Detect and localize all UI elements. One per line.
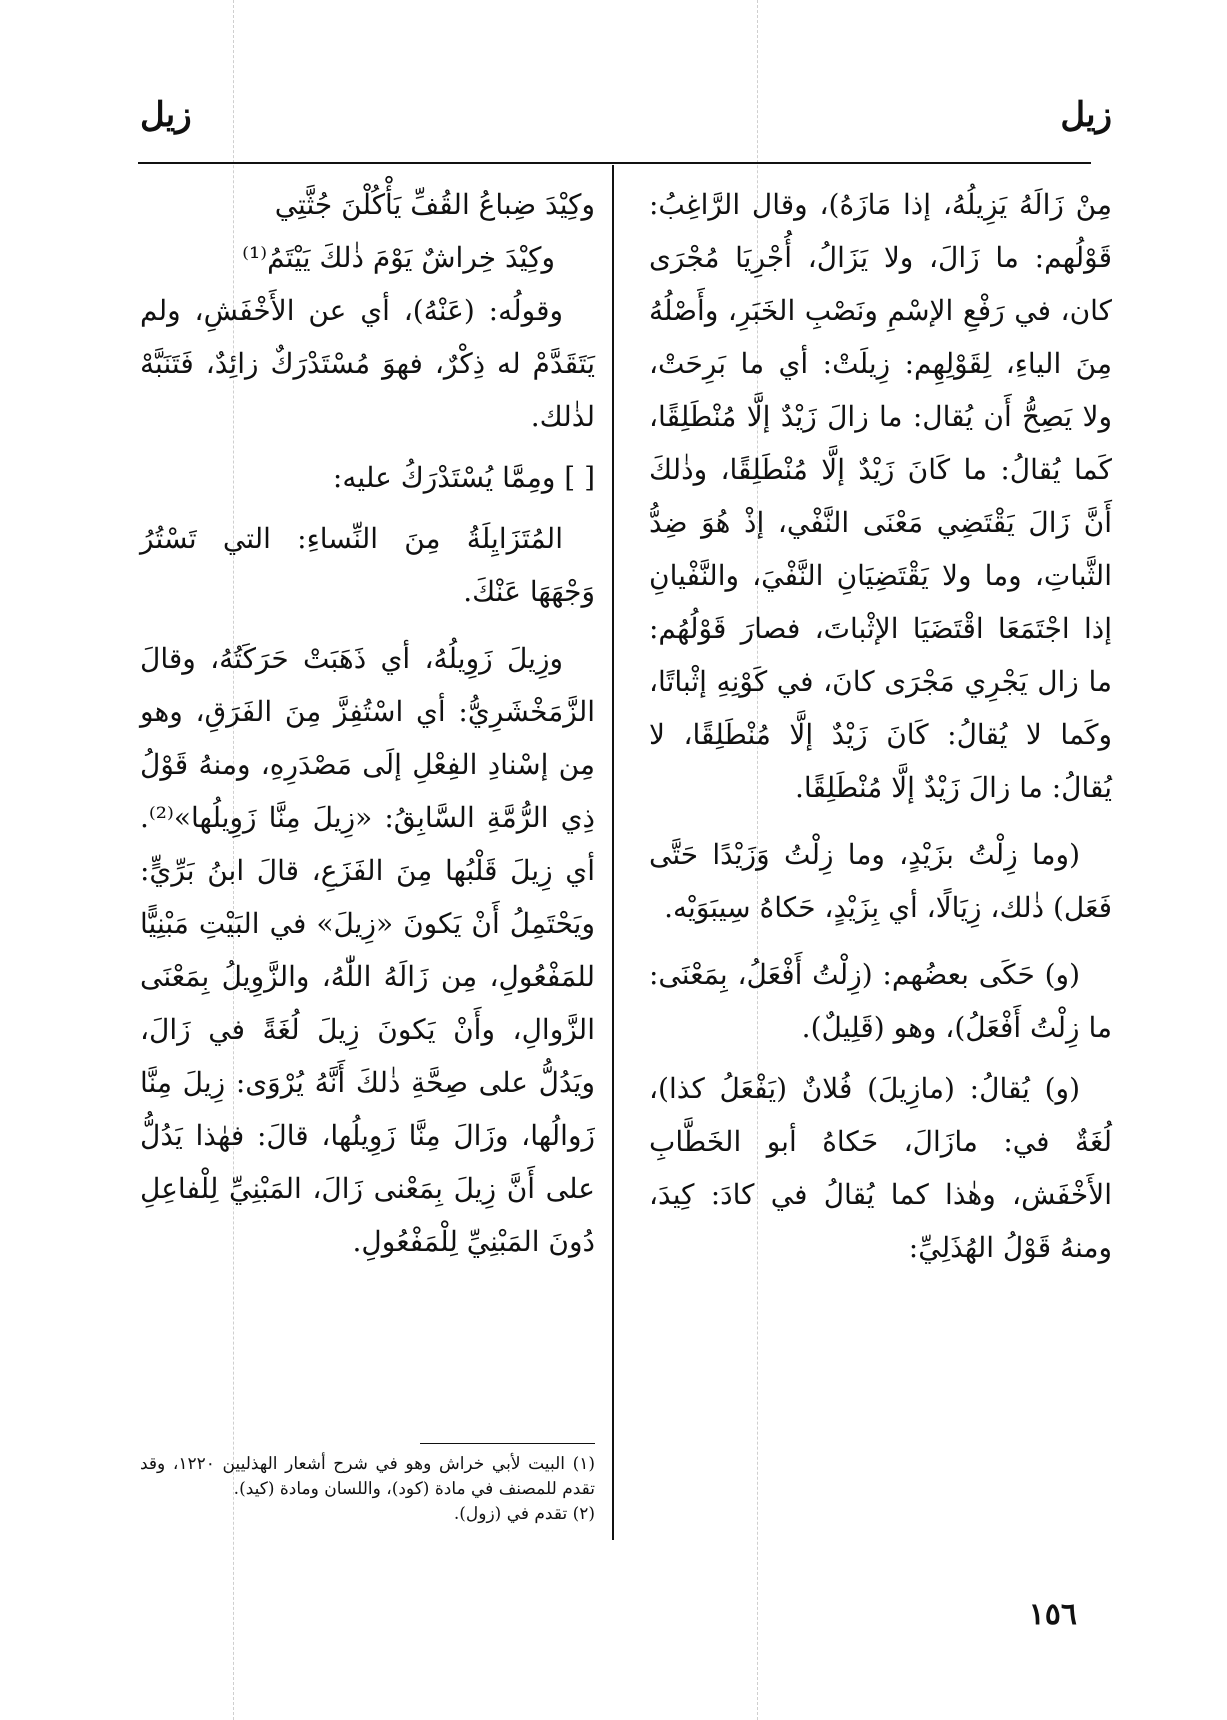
right-paragraph-3: (و) حَكَى بعضُهم: (زِلْتُ أَفْعَلُ، بِمَعْنَى: ما زِلْتُ أَفْعَلُ)، وهو (قَلِيلٌ). [649, 958, 1112, 1044]
verse-line-1: وكِيْدَ ضِباعُ القُفِّ يَأْكُلْنَ جُثَّتِي [274, 188, 595, 221]
column-divider [612, 165, 614, 1540]
header-rule [138, 162, 1091, 164]
right-paragraph-4: (و) يُقالُ: (مازِيلَ) فُلانٌ (يَفْعَلُ كذا)، لُغَةٌ في: مازَالَ، حَكاهُ أبو الخَطَّابِ الأَخْفَش، وهٰذا كما يُقالُ في كادَ: كِيدَ، ومنهُ قَوْلُ الهُذَلِيِّ: [649, 1072, 1112, 1264]
running-head-left: زيل [140, 95, 192, 135]
footnotes [140, 1452, 595, 1527]
footnote-1: (١) البيت لأبي خراش وهو في شرح أشعار الهذليين ١٢٢٠، وقد تقدم للمصنف في مادة (كود)، واللسان ومادة (كيد). [140, 1454, 595, 1499]
left-paragraph-4: وزِيلَ زَوِيلُهُ، أي ذَهَبَتْ حَرَكَتُهُ، وقالَ الزَّمَخْشَرِيُّ: أي اسْتُفِزَّ مِنَ الفَرَقِ، وهو مِن إسْنادِ الفِعْلِ إلَى مَصْدَرِهِ، ومنهُ قَوْلُ ذِي الرُّمَّةِ السَّابِقُ: «زِيلَ مِنَّا زَوِيلُها»⁽²⁾. أي زِيلَ قَلْبُها مِنَ الفَزَعِ، قالَ ابنُ بَرِّيٍّ: ويَحْتَمِلُ أَنْ يَكونَ «زِيلَ» في البَيْتِ مَبْنِيًّا للمَفْعُولِ، مِن زَالَهُ اللّٰهُ، والزَّوِيلُ بِمَعْنَى الزَّوالِ، وأَنْ يَكونَ زِيلَ لُغَةً في زَالَ، ويَدُلُّ على صِحَّةِ ذٰلكَ أَنَّهُ يُرْوَى: زِيلَ مِنَّا زَوالُها، وزَالَ مِنَّا زَوِيلُها، قالَ: فهٰذا يَدُلُّ على أَنَّ زِيلَ بِمَعْنى زَالَ، المَبْنِيِّ لِلْفاعِلِ دُونَ المَبْنِيِّ لِلْمَفْعُولِ. [140, 642, 595, 1258]
right-paragraph-1: مِنْ زَالَهُ يَزِيلُهُ، إذا مَازَهُ)، وقال الرَّاغِبُ: قَوْلُهم: ما زَالَ، ولا يَزَالُ، أُجْرِيَا مُجْرَى كان، في رَفْعِ الإسْمِ ونَصْبِ الخَبَرِ، وأَصْلُهُ مِنَ الياءِ، لِقَوْلِهِم: زِيلَتْ: أي ما بَرِحَتْ، ولا يَصِحُّ أَن يُقال: ما زالَ زَيْدٌ إلَّا مُنْطَلِقًا، كَما يُقالُ: ما كَانَ زَيْدٌ إلَّا مُنْطَلِقًا، وذٰلكَ أَنَّ زَالَ يَقْتَضِي مَعْنَى النَّفْي، إذْ هُوَ ضِدُّ الثَّباتِ، وما ولا يَقْتَضِيَانِ النَّفْيَ، والنَّفْيانِ إذا اجْتَمَعَا اقْتَضَيَا الإثْباتَ، فصارَ قَوْلُهُم: ما زال يَجْرِي مَجْرَى كانَ، في كَوْنِهِ إثْباتًا، وكَما لا يُقالُ: كَانَ زَيْدٌ إلَّا مُنْطَلِقًا، لا يُقالُ: ما زالَ زَيْدٌ إلَّا مُنْطَلِقًا. [649, 188, 1112, 804]
footnote-rule [420, 1443, 595, 1444]
left-paragraph-3: المُتَزَايِلَةُ مِنَ النِّساءِ: التي تَسْتُرُ وَجْهَهَا عَنْكَ. [140, 522, 595, 608]
page-number: ١٥٦ [1028, 1597, 1077, 1632]
footnote-2: (٢) تقدم في (زول). [453, 1504, 595, 1524]
right-paragraph-2: (وما زِلْتُ بزَيْدٍ، وما زِلْتُ وَزَيْدًا حَتَّى فَعَل) ذٰلك، زِيَالًا، أي بِزَيْدٍ، حَكاهُ سِيبَوَيْه. [649, 838, 1112, 924]
verse-line-2: وكِيْدَ خِراشٌ يَوْمَ ذٰلكَ يَيْتَمُ⁽¹⁾ [242, 241, 555, 274]
left-paragraph-1: وقولُه: (عَنْهُ)، أي عن الأَخْفَشِ، ولم يَتَقَدَّمْ له ذِكْرٌ، فهوَ مُسْتَدْرَكٌ زائِدٌ، فَتَنَبَّهْ لذٰلك. [140, 294, 595, 433]
running-head-right: زيل [1060, 95, 1112, 135]
left-column [140, 178, 595, 1276]
right-column [649, 178, 1112, 1282]
left-paragraph-2: [ ] ومِمَّا يُسْتَدْرَكُ عليه: [332, 461, 595, 494]
